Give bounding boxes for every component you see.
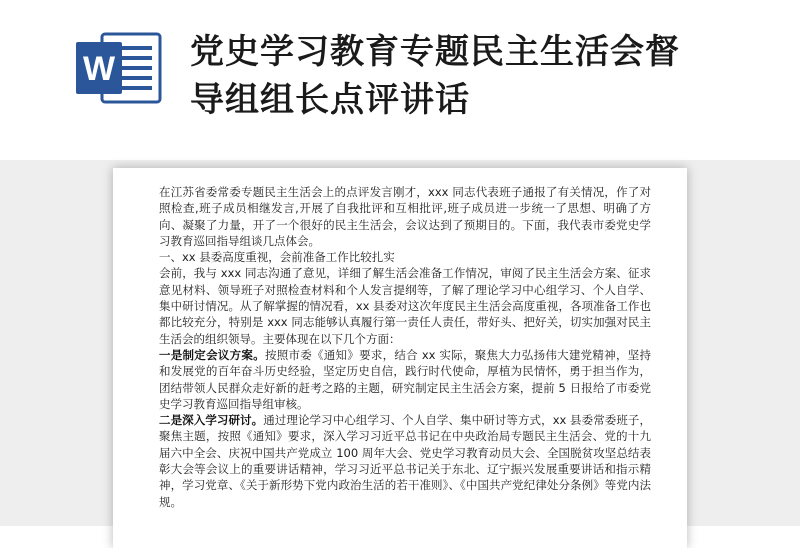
point-2-lead: 二是深入学习研讨。 <box>159 413 264 428</box>
page-title-line-2: 导组组长点评讲话 <box>190 80 470 120</box>
paragraph-point-1 <box>159 347 651 412</box>
word-icon-letter: W <box>82 50 116 88</box>
paragraph-preparation: 会前，我与 xxx 同志沟通了意见，详细了解生活会准备工作情况，审阅了民主生活会方案、征求意见材料、领导班子对照检查材料和个人发言提纲等，了解了理论学习中心组学习、个人自学、集中研讨情况。从了解掌握的情况看，xx 县委对这次年度民主生活会高度重视，各项准备工作也都比较充分，特别是 xxx 同志能够认真履行第一责任人责任，带好头、把好关，切实加强对民主生活会的组织领导。主要体现在以下几个方面： <box>159 266 651 346</box>
paragraph-section-heading: 一、xx 县委高度重视，会前准备工作比较扎实 <box>159 250 395 265</box>
paragraph-point-2 <box>159 412 651 510</box>
point-1-lead: 一是制定会议方案。 <box>159 347 265 362</box>
document-header <box>0 0 800 160</box>
document-page[interactable] <box>113 168 687 548</box>
point-1-text: 按照市委《通知》要求，结合 xx 实际，聚焦大力弘扬伟大建党精神，坚持和发展党的百年奋斗历史经验，坚定历史自信，践行时代使命，厚植为民情怀，勇于担当作为，团结带领人民群众走好新的赶考之路的主题，研究制定民主生活会方案，提前 5 日报给了市委党史学习教育巡回指导组审核。 <box>159 347 652 411</box>
paragraph-intro: 在江苏省委常委专题民主生活会上的点评发言刚才，xxx 同志代表班子通报了有关情况，作了对照检查,班子成员相继发言,开展了自我批评和互相批评,班子成员进一步统一了思想、明确了方向、凝聚了力量，开了一个很好的民主生活会，会议达到了预期目的。下面，我代表市委党史学习教育巡回指导组谈几点体会。 <box>159 185 651 248</box>
point-2-text: 通过理论学习中心组学习、个人自学、集中研讨等方式，xx 县委常委班子，聚焦主题，按照《通知》要求，深入学习习近平总书记在中央政治局专题民主生活会、党的十九届六中全会、庆祝中国共产党成立 100 周年大会、党史学习教育动员大会、全国脱贫攻坚总结表彰大会等会议上的重要讲话精神，学习习近平总书记关于东北、辽宁振兴发展重要讲话和指示精神，学习党章、《关于新形势下党内政治生活的若干准则》、《中国共产党纪律处分条例》等党内法规。 <box>159 413 652 509</box>
word-icon <box>72 28 164 108</box>
document-body <box>159 184 651 510</box>
page-title <box>190 28 750 124</box>
page-title-line-1: 党史学习教育专题民主生活会督 <box>190 32 680 72</box>
